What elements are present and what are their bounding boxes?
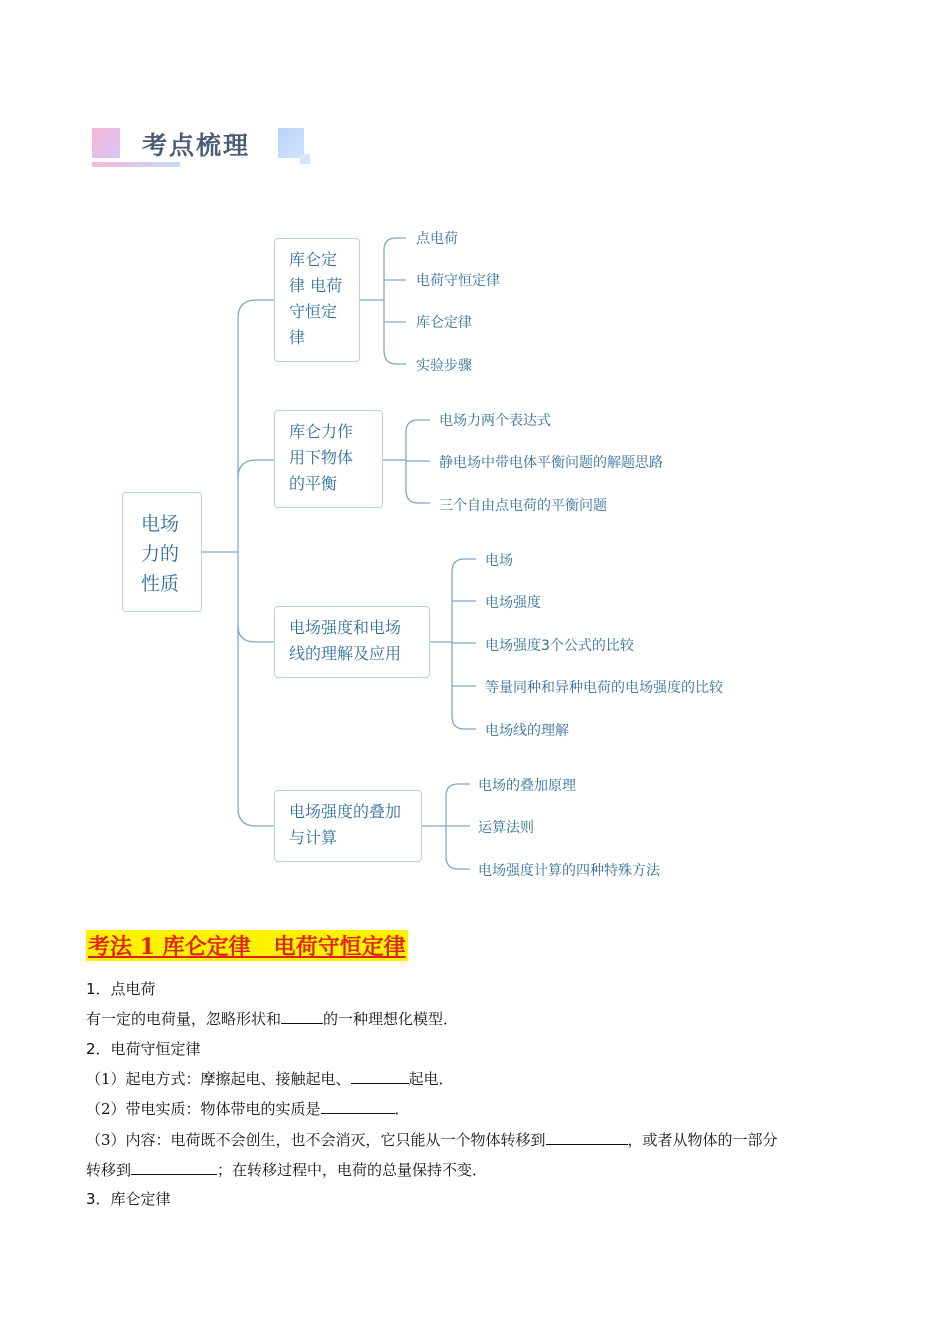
text-segment: ，或者从物体的一部分 bbox=[627, 1131, 778, 1149]
mind-map-root bbox=[122, 492, 202, 612]
paragraph-line bbox=[86, 1068, 454, 1089]
text-segment: ． bbox=[394, 1100, 410, 1118]
leaf-point-charge: 点电荷 bbox=[416, 231, 458, 247]
leaf-three-charges: 三个自由点电荷的平衡问题 bbox=[439, 498, 607, 514]
branch-label-line: 电场强度的叠加 bbox=[289, 802, 402, 821]
text-segment: （3）内容：电荷既不会创生，也不会消灭，它只能从一个物体转移到 bbox=[86, 1131, 546, 1149]
branch-field-intensity bbox=[274, 606, 430, 678]
root-label-line: 力的 bbox=[141, 543, 180, 565]
paragraph-line bbox=[86, 1129, 778, 1150]
branch-coulomb-law bbox=[274, 238, 360, 362]
text-segment: 有一定的电荷量，忽略形状和 bbox=[86, 1010, 282, 1028]
fill-blank[interactable] bbox=[281, 1009, 323, 1024]
branch-label-line: 线的理解及应用 bbox=[289, 644, 402, 663]
branch-label-line: 律 电荷 bbox=[289, 276, 343, 295]
fill-blank[interactable] bbox=[351, 1069, 409, 1084]
leaf-operation-rules: 运算法则 bbox=[478, 820, 534, 836]
leaf-like-unlike-charges: 等量同种和异种电荷的电场强度的比较 bbox=[485, 680, 723, 696]
branch-label-line: 与计算 bbox=[289, 828, 338, 847]
leaf-three-formulas: 电场强度3个公式的比较 bbox=[485, 638, 634, 654]
leaf-electric-field: 电场 bbox=[485, 553, 513, 569]
paragraph-line bbox=[86, 1008, 458, 1029]
branch-label-line: 律 bbox=[289, 328, 306, 347]
fill-blank[interactable] bbox=[321, 1099, 395, 1114]
branch-label-line: 用下物体 bbox=[289, 448, 354, 467]
text-segment: 的一种理想化模型． bbox=[323, 1010, 459, 1028]
branch-label-line: 库仑定 bbox=[289, 250, 338, 269]
text-segment: （1）起电方式：摩擦起电、接触起电、 bbox=[86, 1070, 351, 1088]
text-segment: （2）带电实质：物体带电的实质是 bbox=[86, 1100, 321, 1118]
heading-coulomb-law: 3．库仑定律 bbox=[86, 1190, 171, 1208]
leaf-field-force-expressions: 电场力两个表达式 bbox=[439, 413, 551, 429]
text-segment: 起电． bbox=[408, 1070, 454, 1088]
leaf-field-strength: 电场强度 bbox=[485, 595, 541, 611]
paragraph-line bbox=[86, 1159, 487, 1180]
leaf-experiment-steps: 实验步骤 bbox=[416, 358, 472, 374]
branch-label-line: 的平衡 bbox=[289, 474, 338, 493]
leaf-superposition-principle: 电场的叠加原理 bbox=[478, 778, 576, 794]
branch-superposition bbox=[274, 790, 422, 862]
fill-blank[interactable] bbox=[546, 1130, 628, 1145]
leaf-field-lines: 电场线的理解 bbox=[485, 723, 569, 739]
branch-equilibrium bbox=[274, 410, 383, 508]
root-label-line: 性质 bbox=[141, 573, 180, 595]
leaf-equilibrium-approach: 静电场中带电体平衡问题的解题思路 bbox=[439, 455, 663, 471]
section-title: 考法 1 库仑定律 电荷守恒定律 bbox=[86, 930, 408, 961]
root-label-line: 电场 bbox=[141, 513, 180, 535]
branch-label-line: 库仑力作 bbox=[289, 422, 354, 441]
text-segment: ；在转移过程中，电荷的总量保持不变． bbox=[217, 1161, 488, 1179]
heading-charge-conservation: 2．电荷守恒定律 bbox=[86, 1040, 201, 1058]
banner-title: 考点梳理 bbox=[142, 131, 251, 160]
branch-label-line: 守恒定 bbox=[289, 302, 338, 321]
fill-blank[interactable] bbox=[131, 1160, 217, 1175]
branch-label-line: 电场强度和电场 bbox=[289, 618, 402, 637]
heading-point-charge: 1．点电荷 bbox=[86, 980, 156, 998]
leaf-coulomb-law: 库仑定律 bbox=[416, 315, 472, 331]
paragraph-line bbox=[86, 1098, 410, 1119]
text-segment: 转移到 bbox=[86, 1161, 132, 1179]
leaf-special-methods: 电场强度计算的四种特殊方法 bbox=[478, 863, 660, 879]
leaf-charge-conservation: 电荷守恒定律 bbox=[416, 273, 500, 289]
